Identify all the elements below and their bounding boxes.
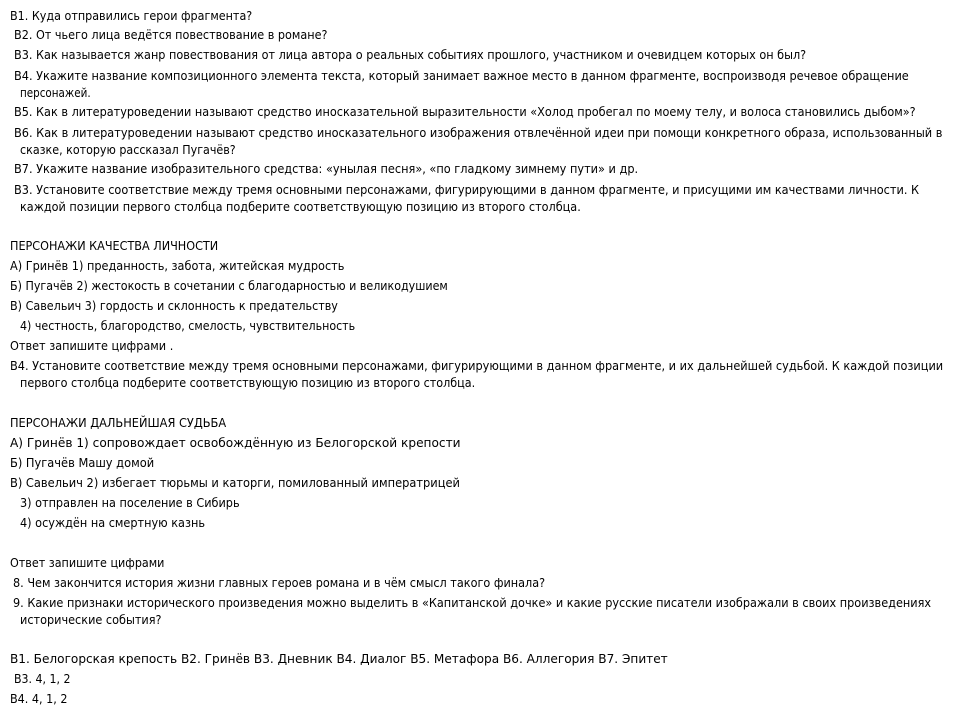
task-b4-line1: В4. Установите соответствие между тремя основными персонажами, фигурирующими в данном фрагменте, и их дальнейшей судьбой. К каждой позиции xyxy=(10,359,944,373)
task-b3-line2: каждой позиции первого столбца подберите соответствующую позицию из второго столбца. xyxy=(20,200,581,214)
question-8: 8. Чем закончится история жизни главных героев романа и в чём смысл такого финала? xyxy=(13,576,546,590)
question-b3: В3. Как называется жанр повествования от лица автора о реальных событиях прошлого, участником и очевидцем которых он был? xyxy=(14,48,807,62)
answer-prompt-2: Ответ запишите цифрами xyxy=(10,556,165,570)
table2-row-b: Б) Пугачёв Машу домой xyxy=(10,456,155,470)
question-b4-line2: персонажей. xyxy=(20,86,91,100)
task-b4-line2: первого столбца подберите соответствующую позицию из второго столбца. xyxy=(20,376,476,390)
task-b3-line1: В3. Установите соответствие между тремя основными персонажами, фигурирующими в данном фрагменте, и присущими им качествами личности. К xyxy=(14,183,920,197)
table1-row-c: В) Савельич 3) гордость и склонность к предательству xyxy=(10,299,338,313)
table2-row-3: 3) отправлен на поселение в Сибирь xyxy=(20,496,240,510)
question-9-line1: 9. Какие признаки исторического произведения можно выделить в «Капитанской дочке» и какие русские писатели изображали в своих произведениях xyxy=(13,596,932,610)
question-b4-line1: В4. Укажите название композиционного элемента текста, который занимает важное место в данном фрагменте, воспроизводя речевое обращение xyxy=(14,69,909,83)
table1-row-b: Б) Пугачёв 2) жестокость в сочетании с благодарностью и великодушием xyxy=(10,279,448,293)
table2-header: ПЕРСОНАЖИ ДАЛЬНЕЙШАЯ СУДЬБА xyxy=(10,416,227,430)
answer-b4: В4. 4, 1, 2 xyxy=(10,692,68,706)
table1-row-a: А) Гринёв 1) преданность, забота, житейская мудрость xyxy=(10,259,345,273)
question-b7: В7. Укажите название изобразительного средства: «унылая песня», «по гладкому зимнему пути» и др. xyxy=(14,162,639,176)
question-b6-line1: В6. Как в литературоведении называют средство иносказательного изображения отвлечённой идеи при помощи конкретного образа, использованный в xyxy=(14,126,943,140)
answer-prompt-1: Ответ запишите цифрами . xyxy=(10,339,174,353)
table2-row-4: 4) осуждён на смертную казнь xyxy=(20,516,205,530)
question-9-line2: исторические события? xyxy=(20,613,162,627)
question-b2: В2. От чьего лица ведётся повествование в романе? xyxy=(14,28,328,42)
table2-row-a: А) Гринёв 1) сопровождает освобождённую из Белогорской крепости xyxy=(10,436,461,450)
table1-row-4: 4) честность, благородство, смелость, чувствительность xyxy=(20,319,356,333)
table2-row-c: В) Савельич 2) избегает тюрьмы и каторги, помилованный императрицей xyxy=(10,476,460,490)
question-b1: В1. Куда отправились герои фрагмента? xyxy=(10,9,253,23)
answer-b3: В3. 4, 1, 2 xyxy=(14,672,71,686)
table1-header: ПЕРСОНАЖИ КАЧЕСТВА ЛИЧНОСТИ xyxy=(10,239,219,253)
question-b6-line2: сказке, которую рассказал Пугачёв? xyxy=(20,143,236,157)
question-b5: В5. Как в литературоведении называют средство иносказательной выразительности «Холод пробегал по моему телу, и волоса становились дыбом»? xyxy=(14,105,916,119)
answers-b1-b7: В1. Белогорская крепость В2. Гринёв В3. Дневник В4. Диалог В5. Метафора В6. Аллегория В7. Эпитет xyxy=(10,652,668,666)
